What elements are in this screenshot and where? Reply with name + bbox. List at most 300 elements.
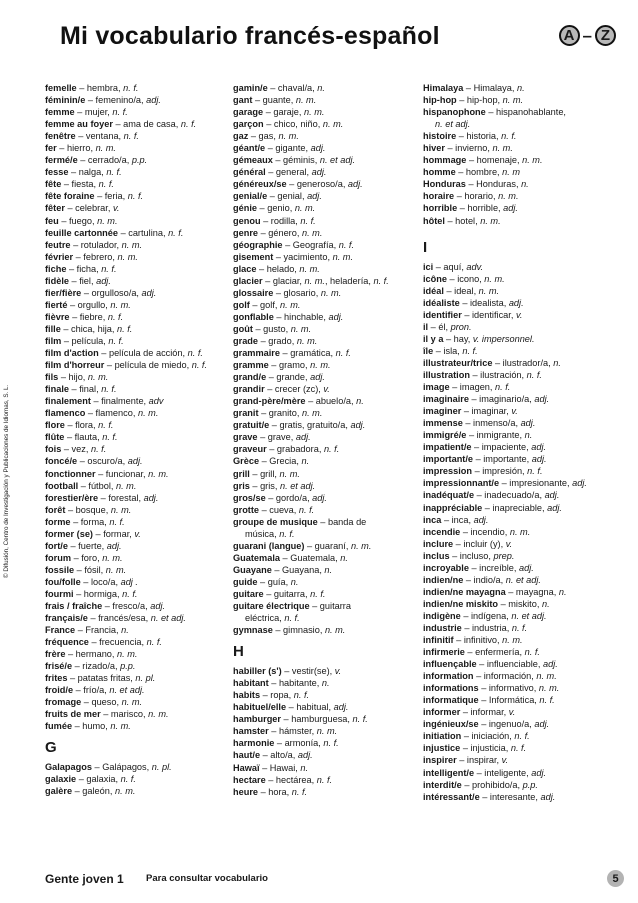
vocab-entry <box>233 624 421 636</box>
grammar-tag: n. f. <box>298 504 315 515</box>
translation: – Guatemala, <box>279 552 341 563</box>
headword: fumée <box>45 721 73 732</box>
translation: – feria, <box>94 191 128 202</box>
grammar-tag: v. <box>112 203 120 214</box>
vocab-entry <box>233 202 421 214</box>
headword: garçon <box>233 119 264 130</box>
translation: – fútbol, <box>78 480 116 491</box>
headword: habits <box>233 690 261 701</box>
vocab-entry <box>233 251 421 263</box>
vocab-entry <box>45 455 233 467</box>
translation: – forestal, <box>98 492 144 503</box>
vocab-column-1 <box>45 82 233 797</box>
headword: genre <box>233 227 259 238</box>
vocab-entry <box>423 598 623 610</box>
vocab-entry <box>45 335 233 347</box>
grammar-tag: n. m. <box>502 95 524 106</box>
translation: – isla, <box>433 345 463 356</box>
vocab-entry <box>233 455 421 467</box>
grammar-tag: n. m. <box>148 709 169 720</box>
headword: Grèce <box>233 456 260 467</box>
grammar-tag: n. m. <box>509 526 531 537</box>
translation: – aquí, <box>433 261 467 272</box>
translation: – galeón, <box>72 785 115 796</box>
vocab-entry <box>233 701 421 713</box>
headword: habiller (s') <box>233 666 282 677</box>
translation: – imaginario/a, <box>468 394 535 405</box>
translation: – grabadora, <box>266 444 324 455</box>
grammar-tag: adj. <box>295 432 311 443</box>
headword: goût <box>233 323 253 334</box>
grammar-tag: adj. <box>350 420 366 431</box>
grammar-tag: n. f. <box>107 311 124 322</box>
translation: – invierno, <box>444 143 493 154</box>
vocab-entry <box>423 297 623 309</box>
grammar-tag: v. impersonnel. <box>472 333 535 344</box>
headword: indien/ne <box>423 574 464 585</box>
translation: – imagen, <box>449 382 496 393</box>
headword: fête <box>45 179 62 190</box>
translation: – informativo, <box>478 683 539 694</box>
vocab-entry <box>45 311 233 323</box>
headword: impression <box>423 466 473 477</box>
vocab-entry <box>45 761 233 773</box>
headword: fête foraine <box>45 191 95 202</box>
headword: frais / fraîche <box>45 601 103 612</box>
grammar-tag: n. et adj. <box>435 119 471 130</box>
grammar-tag: adj. <box>347 179 363 190</box>
translation: – gusto, <box>252 323 291 334</box>
headword: feu <box>45 215 59 226</box>
translation: – gimnasio, <box>272 625 325 636</box>
grammar-tag: v. <box>334 666 342 677</box>
headword: feuille cartonnée <box>45 227 119 238</box>
headword: hip-hop <box>423 95 457 106</box>
translation: – película de miedo, <box>104 360 192 371</box>
translation: – gris, <box>249 480 280 491</box>
vocab-entry <box>45 785 233 797</box>
translation: – febrero, <box>73 251 118 262</box>
headword: fromage <box>45 697 82 708</box>
vocab-entry <box>233 263 421 275</box>
headword: grand/e <box>233 372 267 383</box>
grammar-tag: n. et adj. <box>109 685 145 696</box>
grammar-tag: n. f. <box>514 731 530 742</box>
translation: – helado, <box>256 263 300 274</box>
vocab-entry <box>45 251 233 263</box>
translation: – indígena, <box>460 610 512 621</box>
headword: idéal <box>423 285 444 296</box>
grammar-tag: adj. <box>127 456 143 467</box>
vocab-entry <box>233 239 421 251</box>
headword: informatique <box>423 695 479 706</box>
vocab-entry <box>233 419 421 431</box>
grammar-tag: n. f. <box>310 588 326 599</box>
vocab-entry <box>45 504 233 516</box>
grammar-tag: n. <box>356 396 364 407</box>
vocab-entry-continuation <box>233 612 421 624</box>
headword: Guatemala <box>233 552 280 563</box>
grammar-tag: n. f. <box>102 432 118 443</box>
headword: fréquence <box>45 637 89 648</box>
headword: ingénieux/se <box>423 719 479 730</box>
vocab-entry <box>423 586 623 598</box>
grammar-tag: n. m. <box>115 480 137 491</box>
translation: – ropa, <box>260 690 294 701</box>
vocab-entry-continuation <box>423 118 623 130</box>
vocab-entry <box>233 178 421 190</box>
translation: – incluir (y), <box>453 538 506 549</box>
headword: fier/fière <box>45 287 82 298</box>
grammar-tag: adv. <box>466 261 484 272</box>
grammar-tag: n. f. <box>109 516 125 527</box>
grammar-tag: n. f. <box>279 528 295 539</box>
vocab-entry <box>233 749 421 761</box>
grammar-tag: n. m. <box>310 360 331 371</box>
grammar-tag: n. <box>524 430 533 441</box>
translation: – hip-hop, <box>456 95 503 106</box>
grammar-tag: v. <box>511 406 518 417</box>
vocab-entry <box>233 166 421 178</box>
headword: icône <box>423 273 447 284</box>
grammar-tag: n. <box>321 678 330 689</box>
headword: fille <box>45 323 61 334</box>
copyright-credit: © Difusión, Centro de Investigación y Publicaciones de Idiomas, S. L. <box>3 384 10 578</box>
translation: – inteligente, <box>474 767 532 778</box>
range-to-letter: Z <box>595 25 616 46</box>
translation: – imaginar, <box>461 406 512 417</box>
headword: femme au foyer <box>45 119 113 130</box>
vocab-entry <box>45 648 233 660</box>
translation: – mayagna, <box>505 586 559 597</box>
grammar-tag: n. m. <box>316 726 338 737</box>
vocab-entry <box>233 94 421 106</box>
translation: – hora, <box>258 786 292 797</box>
headword: inclure <box>423 538 454 549</box>
vocab-entry <box>45 407 233 419</box>
translation: – oscuro/a, <box>77 456 128 467</box>
vocab-entry <box>233 689 421 701</box>
headword: groupe de musique <box>233 516 318 527</box>
headword: fruits de mer <box>45 709 101 720</box>
headword: infirmerie <box>423 647 465 658</box>
grammar-tag: n. f. <box>335 348 351 359</box>
vocab-entry <box>423 429 623 441</box>
headword: femme <box>45 107 75 118</box>
vocab-entry <box>45 215 233 227</box>
translation: – icono, <box>447 273 485 284</box>
grammar-tag: v. <box>323 384 330 395</box>
vocab-entry <box>423 502 623 514</box>
vocab-entry <box>423 345 623 357</box>
translation: – grande, <box>266 372 311 383</box>
headword: former (se) <box>45 528 93 539</box>
grammar-tag: n. pl. <box>151 761 172 772</box>
grammar-tag: n. m. <box>97 215 118 226</box>
headword: image <box>423 382 450 393</box>
translation: – funcionar, <box>95 468 149 479</box>
headword: guide <box>233 576 258 587</box>
headword: fièvre <box>45 311 70 322</box>
headword: génie <box>233 203 257 214</box>
headword: hôtel <box>423 215 445 226</box>
vocab-entry <box>45 106 233 118</box>
vocab-entry <box>45 142 233 154</box>
headword: gymnase <box>233 625 273 636</box>
headword: gris <box>233 480 250 491</box>
headword: français/e <box>45 613 88 624</box>
translation: – fósil, <box>74 564 106 575</box>
translation: – él, <box>428 321 451 332</box>
vocab-entry <box>233 516 421 528</box>
vocab-entry <box>233 82 421 94</box>
translation: – inmigrante, <box>466 430 525 441</box>
vocab-entry <box>423 178 623 190</box>
vocab-entry <box>423 417 623 429</box>
grammar-tag: n. m. <box>502 635 523 646</box>
translation: – informar, <box>460 707 509 718</box>
headword: forêt <box>45 504 66 515</box>
headword: habitant <box>233 678 269 689</box>
translation: – rotulador, <box>70 239 122 250</box>
translation: – identificar, <box>461 309 516 320</box>
headword: gratuit/e <box>233 420 270 431</box>
translation: – fiesta, <box>61 179 99 190</box>
grammar-tag: n. f. <box>524 647 540 658</box>
translation: – galaxia, <box>76 773 121 784</box>
grammar-tag: n. f. <box>106 167 122 178</box>
headword: information <box>423 671 474 682</box>
translation: – hay, <box>443 333 473 344</box>
vocab-entry <box>45 299 233 311</box>
vocab-entry <box>233 564 421 576</box>
headword: haut/e <box>233 750 261 761</box>
vocab-entry <box>423 791 623 803</box>
translation: – flora, <box>64 420 99 431</box>
vocab-entry <box>423 94 623 106</box>
headword: inspirer <box>423 755 457 766</box>
vocab-entry <box>45 720 233 732</box>
vocab-entry <box>45 347 233 359</box>
headword: ici <box>423 261 434 272</box>
translation: – guaraní, <box>304 540 351 551</box>
headword: infinitif <box>423 635 454 646</box>
vocab-entry <box>45 636 233 648</box>
headword: gamin/e <box>233 83 268 93</box>
vocab-entry <box>423 514 623 526</box>
headword: intelligent/e <box>423 767 475 778</box>
grammar-tag: adj. <box>311 167 327 178</box>
translation: – Galápagos, <box>91 761 152 772</box>
grammar-tag: adj. <box>310 143 326 154</box>
translation: – historia, <box>456 131 502 142</box>
headword: interdit/e <box>423 779 462 790</box>
grammar-tag: n. m. <box>301 227 323 238</box>
grammar-tag: n. m. <box>278 131 299 142</box>
vocab-entry <box>423 321 623 333</box>
grammar-tag: p.p. <box>522 779 538 790</box>
headword: habituel/elle <box>233 702 287 713</box>
grammar-tag: n. f. <box>90 444 107 455</box>
translation: – grado, <box>258 335 297 346</box>
grammar-tag: n. et adj. <box>279 480 316 491</box>
vocab-entry <box>233 359 421 371</box>
grammar-tag: n. m. <box>105 564 127 575</box>
headword: galère <box>45 785 73 796</box>
headword: gaz <box>233 131 249 142</box>
headword: foncé/e <box>45 456 78 467</box>
alphabet-range-badge <box>559 25 616 46</box>
headword: injustice <box>423 743 461 754</box>
vocab-entry <box>45 323 233 335</box>
footer-note: Para consultar vocabulario <box>146 873 268 884</box>
grammar-tag: n. f. <box>108 335 124 346</box>
vocab-entry <box>233 504 421 516</box>
translation: – genio, <box>257 203 295 214</box>
headword: illustrateur/trice <box>423 357 493 368</box>
grammar-tag: n. f. <box>293 690 310 701</box>
vocab-entry <box>45 660 233 672</box>
vocab-entry <box>233 407 421 419</box>
translation: – chaval/a, <box>267 83 318 93</box>
translation: – flamenco, <box>85 408 138 419</box>
grammar-tag: n. pl. <box>135 673 156 684</box>
grammar-tag: n. f. <box>122 588 138 599</box>
translation: – genial, <box>267 191 308 202</box>
vocab-entry <box>45 516 233 528</box>
translation: – película de acción, <box>98 348 188 359</box>
grammar-tag: p.p. <box>131 155 148 166</box>
translation: – orgullo, <box>67 299 111 310</box>
grammar-tag: n. f. <box>338 239 355 250</box>
vocab-entry <box>423 154 623 166</box>
translation: – final, <box>69 384 102 395</box>
vocab-entry <box>233 323 421 335</box>
vocab-entry <box>423 82 623 94</box>
headword: identifier <box>423 309 462 320</box>
section-letter: H <box>233 643 244 661</box>
vocab-entry <box>423 682 623 694</box>
grammar-tag: n. f. <box>123 83 139 93</box>
vocab-entry <box>423 130 623 142</box>
vocab-entry <box>233 275 421 287</box>
range-separator: – <box>582 25 592 45</box>
translation: – influenciable, <box>476 659 544 670</box>
translation: – hembra, <box>76 83 124 93</box>
vocab-entry <box>423 610 623 622</box>
headword: finale <box>45 384 69 395</box>
vocab-entry <box>45 528 233 540</box>
headword: géant/e <box>233 143 266 154</box>
grammar-tag: n. <box>553 357 561 368</box>
translation: – Himalaya, <box>463 83 517 93</box>
translation: – impresión, <box>472 466 528 477</box>
section-letter: I <box>423 238 428 256</box>
headword: guitare <box>233 588 264 599</box>
vocab-entry <box>45 82 233 94</box>
grammar-tag: n. <box>340 552 348 563</box>
grammar-tag: prep. <box>493 550 515 561</box>
vocab-entry <box>423 634 623 646</box>
translation: – hermano, <box>65 649 118 660</box>
headword: frisé/e <box>45 661 73 672</box>
headword: horaire <box>423 191 455 202</box>
headword: fiche <box>45 263 67 274</box>
vocab-entry <box>423 477 623 489</box>
vocab-entry <box>233 142 421 154</box>
headword: général <box>233 167 266 178</box>
grammar-tag: n. m. <box>121 239 143 250</box>
vocab-entry <box>45 443 233 455</box>
grammar-tag: v. <box>134 528 141 539</box>
grammar-tag: adj. <box>328 311 344 322</box>
grammar-tag: n. f. <box>510 743 527 754</box>
vocab-entry <box>45 383 233 395</box>
grammar-tag: n. f. <box>511 622 528 633</box>
translation: – inspirar, <box>456 755 502 766</box>
translation: – iniciación, <box>461 731 515 742</box>
translation: – horrible, <box>457 203 504 214</box>
vocab-entry <box>233 588 421 600</box>
headword: indigène <box>423 610 461 621</box>
vocab-entry <box>233 287 421 299</box>
vocab-entry <box>233 774 421 786</box>
vocab-entry <box>233 106 421 118</box>
headword: froid/e <box>45 685 74 696</box>
headword: football <box>45 480 79 491</box>
grammar-tag: n. f. <box>127 191 144 202</box>
vocab-entry <box>423 261 623 273</box>
translation: – ama de casa, <box>112 119 181 130</box>
grammar-tag: n. m. <box>320 287 342 298</box>
grammar-tag-extra: n. f. <box>373 275 389 286</box>
grammar-tag: n. f. <box>284 613 300 624</box>
grammar-tag: adj. <box>519 562 534 573</box>
grammar-tag: n. m. <box>324 625 346 636</box>
translation: – miskito, <box>498 598 542 609</box>
vocab-entry <box>423 538 623 550</box>
grammar-tag: n. f. <box>526 369 542 380</box>
translation: – inapreciable, <box>482 502 548 513</box>
translation: – impaciente, <box>471 442 532 453</box>
headword: film <box>45 335 62 346</box>
grammar-tag: n. m. <box>299 263 320 274</box>
headword: illustration <box>423 369 470 380</box>
headword: géographie <box>233 239 283 250</box>
translation: – flauta, <box>64 432 103 443</box>
translation: – humo, <box>72 721 111 732</box>
translation: – fuerte, <box>67 540 107 551</box>
grammar-tag: n. m. <box>522 155 543 166</box>
grammar-tag: n. <box>121 625 129 636</box>
headword: flûte <box>45 432 65 443</box>
vocab-entry <box>45 395 233 407</box>
grammar-tag: n. m. <box>279 299 301 310</box>
grammar-tag: adj. <box>106 540 122 551</box>
headword: influençable <box>423 659 477 670</box>
grammar-tag: adj. <box>310 372 325 383</box>
headword: fermé/e <box>45 155 78 166</box>
headword: Honduras <box>423 179 466 190</box>
vocab-entry <box>45 624 233 636</box>
headword: Galapagos <box>45 761 92 772</box>
grammar-tag: adj. <box>473 514 489 525</box>
headword: hiver <box>423 143 445 154</box>
headword: gramme <box>233 360 269 371</box>
grammar-tag: adj. <box>547 502 562 513</box>
grammar-tag: n. et adj. <box>150 613 186 624</box>
translation: – guía, <box>257 576 291 587</box>
